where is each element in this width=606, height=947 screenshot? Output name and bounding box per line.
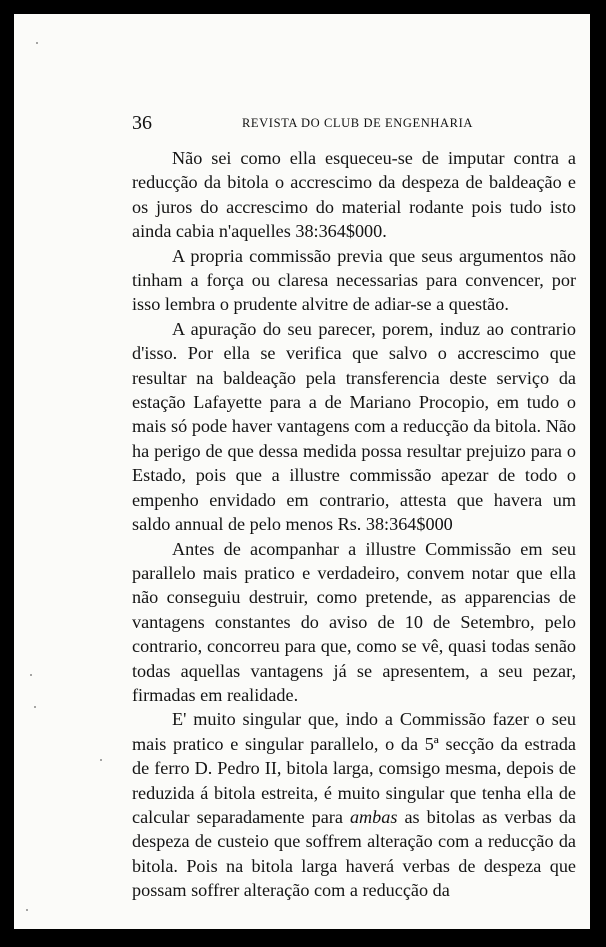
paragraph	[132, 707, 576, 902]
paragraph: Não sei como ella esqueceu-se de imputar contra a reducção da bitola o accrescimo da despeza de baldeação e os juros do accrescimo do material rodante pois tudo isto ainda cabia n'aquelles 38:364$000.	[132, 148, 576, 242]
page	[14, 14, 590, 929]
emphasis-word: ambas	[349, 806, 398, 827]
page-header	[132, 112, 576, 136]
page-number: 36	[132, 112, 152, 134]
scan-speck	[26, 909, 28, 911]
scan-speck	[100, 759, 102, 761]
running-title: REVISTA DO CLUB DE ENGENHARIA	[242, 116, 473, 130]
paragraph: A propria commissão previa que seus argumentos não tinham a força ou claresa necessarias para convencer, por isso lembra o prudente alvitre de adiar-se a questão.	[132, 245, 576, 315]
paragraph: Antes de acompanhar a illustre Commissão em seu parallelo mais pratico e verdadeiro, convem notar que ella não conseguiu destruir, como pretende, as apparencias de vantagens constantes do aviso de 10 de Setembro, pelo contrario, concorreu para que, como se vê, quasi todas senão todas aquellas vantagens já se apresentem, a seu pezar, firmadas em realidade.	[132, 538, 576, 705]
scan-speck	[36, 42, 38, 44]
paragraph: A apuração do seu parecer, porem, induz ao contrario d'isso. Por ella se verifica que salvo o accrescimo que resultar na baldeação pela transferencia deste serviço da estação Lafayette para a de Mariano Procopio, em tudo o mais só pode haver vantagens com a reducção da bitola. Não ha perigo de que dessa medida possa resultar prejuizo para o Estado, pois que a illustre commissão apezar de todo o empenho envidado em contrario, attesta que havera um saldo annual de pelo menos Rs. 38:364$000	[132, 318, 576, 535]
scan-speck	[30, 674, 32, 676]
body-text	[132, 146, 576, 903]
scan-speck	[34, 706, 36, 708]
paragraph-text: E' muito singular que, indo a Commissão fazer o seu mais pratico e singular parallelo, o da 5ª secção da estrada de ferro D. Pedro II, bitola larga, comsigo mesma, depois de reduzida á bitola estreita, é muito singular que tenha ella de calcular separadamente para	[132, 709, 576, 827]
paragraph-text: as bitolas as verbas da despeza de custeio que soffrem alteração com a reducção da bitola. Pois na bitola larga haverá verbas de despeza que possam soffrer alteração com a reducção da	[132, 806, 576, 901]
